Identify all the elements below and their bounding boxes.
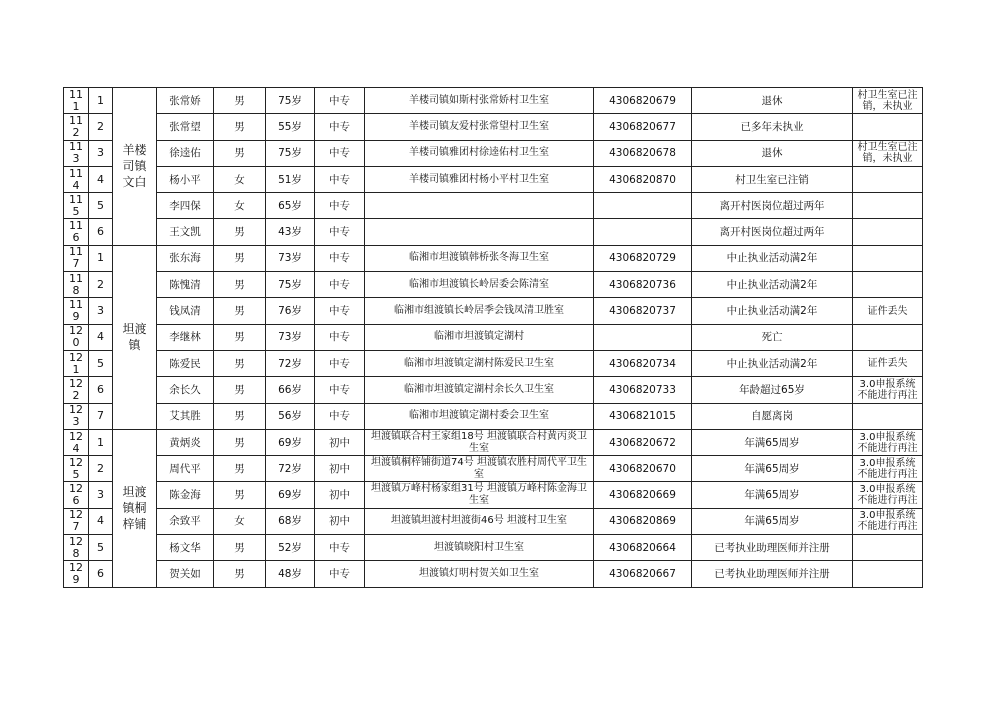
clinic-address-cell: 坦渡镇坦渡村坦渡街46号 坦渡村卫生室: [365, 508, 594, 534]
remark-cell: [853, 193, 923, 219]
certificate-number-cell: 4306820677: [594, 114, 692, 140]
row-number-cell: 113: [64, 140, 89, 166]
table-row: [64, 166, 923, 192]
education-cell: 中专: [315, 298, 365, 324]
age-cell: 56岁: [266, 403, 315, 429]
gender-cell: 女: [214, 508, 266, 534]
deregistration-reason-cell: 年龄超过65岁: [692, 377, 853, 403]
clinic-address-cell: 羊楼司镇雅团村杨小平村卫生室: [365, 166, 594, 192]
education-cell: 中专: [315, 324, 365, 350]
remark-cell: [853, 219, 923, 245]
group-index-cell: 6: [89, 377, 113, 403]
name-cell: 周代平: [157, 456, 214, 482]
clinic-address-cell: 坦渡镇万峰村杨家组31号 坦渡镇万峰村陈金海卫生室: [365, 482, 594, 508]
gender-cell: 男: [214, 324, 266, 350]
certificate-number-cell: 4306820679: [594, 88, 692, 114]
age-cell: 66岁: [266, 377, 315, 403]
row-number-cell: 120: [64, 324, 89, 350]
age-cell: 75岁: [266, 272, 315, 298]
education-cell: 中专: [315, 561, 365, 587]
clinic-address-cell: 坦渡镇灯明村贺关如卫生室: [365, 561, 594, 587]
name-cell: 陈愧清: [157, 272, 214, 298]
deregistration-table: [63, 87, 923, 588]
clinic-address-cell: 羊楼司镇雅团村徐逵佑村卫生室: [365, 140, 594, 166]
table-row: [64, 429, 923, 455]
certificate-number-cell: 4306820733: [594, 377, 692, 403]
remark-cell: 证件丢失: [853, 350, 923, 376]
education-cell: 中专: [315, 193, 365, 219]
gender-cell: 男: [214, 219, 266, 245]
certificate-number-cell: 4306820737: [594, 298, 692, 324]
clinic-address-cell: 临湘市坦渡镇定湖村: [365, 324, 594, 350]
remark-cell: [853, 535, 923, 561]
row-number-cell: 123: [64, 403, 89, 429]
table-row: [64, 482, 923, 508]
group-index-cell: 2: [89, 456, 113, 482]
name-cell: 黄炳炎: [157, 429, 214, 455]
age-cell: 43岁: [266, 219, 315, 245]
group-index-cell: 3: [89, 482, 113, 508]
age-cell: 69岁: [266, 429, 315, 455]
row-number-cell: 129: [64, 561, 89, 587]
remark-cell: [853, 245, 923, 271]
unit-cell: 坦渡镇桐梓铺: [113, 429, 157, 587]
certificate-number-cell: 4306820672: [594, 429, 692, 455]
remark-cell: [853, 561, 923, 587]
group-index-cell: 2: [89, 114, 113, 140]
table-row: [64, 456, 923, 482]
name-cell: 王文凯: [157, 219, 214, 245]
deregistration-reason-cell: 中止执业活动满2年: [692, 298, 853, 324]
gender-cell: 男: [214, 272, 266, 298]
certificate-number-cell: [594, 324, 692, 350]
gender-cell: 男: [214, 456, 266, 482]
gender-cell: 男: [214, 561, 266, 587]
row-number-cell: 127: [64, 508, 89, 534]
certificate-number-cell: 4306820667: [594, 561, 692, 587]
deregistration-reason-cell: 中止执业活动满2年: [692, 350, 853, 376]
deregistration-reason-cell: 村卫生室已注销: [692, 166, 853, 192]
remark-cell: [853, 114, 923, 140]
deregistration-reason-cell: 已考执业助理医师并注册: [692, 535, 853, 561]
group-index-cell: 5: [89, 193, 113, 219]
name-cell: 张常娇: [157, 88, 214, 114]
group-index-cell: 5: [89, 350, 113, 376]
group-index-cell: 4: [89, 324, 113, 350]
table-row: [64, 193, 923, 219]
clinic-address-cell: 临湘市组渡镇长岭居季会钱凤清卫胜室: [365, 298, 594, 324]
deregistration-reason-cell: 已多年未执业: [692, 114, 853, 140]
group-index-cell: 5: [89, 535, 113, 561]
table-row: [64, 508, 923, 534]
table-row: [64, 88, 923, 114]
education-cell: 中专: [315, 535, 365, 561]
deregistration-reason-cell: 离开村医岗位超过两年: [692, 219, 853, 245]
name-cell: 贺关如: [157, 561, 214, 587]
age-cell: 51岁: [266, 166, 315, 192]
gender-cell: 男: [214, 140, 266, 166]
deregistration-reason-cell: 年满65周岁: [692, 456, 853, 482]
education-cell: 中专: [315, 272, 365, 298]
education-cell: 初中: [315, 456, 365, 482]
certificate-number-cell: 4306820664: [594, 535, 692, 561]
row-number-cell: 112: [64, 114, 89, 140]
age-cell: 65岁: [266, 193, 315, 219]
row-number-cell: 114: [64, 166, 89, 192]
gender-cell: 男: [214, 88, 266, 114]
gender-cell: 男: [214, 482, 266, 508]
row-number-cell: 118: [64, 272, 89, 298]
name-cell: 余长久: [157, 377, 214, 403]
certificate-number-cell: 4306820736: [594, 272, 692, 298]
name-cell: 钱凤清: [157, 298, 214, 324]
remark-cell: [853, 166, 923, 192]
table-row: [64, 140, 923, 166]
clinic-address-cell: 坦渡镇联合村王家组18号 坦渡镇联合村黄丙炎卫生室: [365, 429, 594, 455]
age-cell: 73岁: [266, 324, 315, 350]
education-cell: 中专: [315, 219, 365, 245]
age-cell: 52岁: [266, 535, 315, 561]
table-row: [64, 298, 923, 324]
clinic-address-cell: 临湘市坦渡镇定湖村委会卫生室: [365, 403, 594, 429]
name-cell: 徐逵佑: [157, 140, 214, 166]
certificate-number-cell: [594, 193, 692, 219]
certificate-number-cell: 4306820678: [594, 140, 692, 166]
deregistration-reason-cell: 年满65周岁: [692, 429, 853, 455]
clinic-address-cell: 临湘市坦渡镇韩桥张冬海卫生室: [365, 245, 594, 271]
name-cell: 张东海: [157, 245, 214, 271]
age-cell: 55岁: [266, 114, 315, 140]
row-number-cell: 111: [64, 88, 89, 114]
remark-cell: 3.0申报系统不能进行再注: [853, 482, 923, 508]
age-cell: 72岁: [266, 350, 315, 376]
remark-cell: 3.0申报系统不能进行再注: [853, 508, 923, 534]
deregistration-reason-cell: 中止执业活动满2年: [692, 245, 853, 271]
deregistration-reason-cell: 退休: [692, 140, 853, 166]
education-cell: 初中: [315, 482, 365, 508]
row-number-cell: 126: [64, 482, 89, 508]
certificate-number-cell: 4306820669: [594, 482, 692, 508]
deregistration-reason-cell: 年满65周岁: [692, 482, 853, 508]
remark-cell: 3.0申报系统不能进行再注: [853, 377, 923, 403]
unit-cell: 羊楼司镇文白: [113, 88, 157, 246]
name-cell: 李继林: [157, 324, 214, 350]
name-cell: 艾其胜: [157, 403, 214, 429]
gender-cell: 男: [214, 535, 266, 561]
gender-cell: 女: [214, 193, 266, 219]
name-cell: 陈爱民: [157, 350, 214, 376]
clinic-address-cell: 坦渡镇桐梓铺街道74号 坦渡镇农胜村周代平卫生室: [365, 456, 594, 482]
remark-cell: [853, 403, 923, 429]
deregistration-reason-cell: 已考执业助理医师并注册: [692, 561, 853, 587]
group-index-cell: 6: [89, 219, 113, 245]
row-number-cell: 122: [64, 377, 89, 403]
clinic-address-cell: 羊楼司镇友爱村张常望村卫生室: [365, 114, 594, 140]
gender-cell: 男: [214, 350, 266, 376]
table-body: [64, 88, 923, 588]
name-cell: 杨小平: [157, 166, 214, 192]
deregistration-reason-cell: 离开村医岗位超过两年: [692, 193, 853, 219]
clinic-address-cell: 临湘市坦渡镇定湖村陈爱民卫生室: [365, 350, 594, 376]
education-cell: 中专: [315, 140, 365, 166]
remark-cell: 证件丢失: [853, 298, 923, 324]
row-number-cell: 117: [64, 245, 89, 271]
clinic-address-cell: 羊楼司镇如斯村张常娇村卫生室: [365, 88, 594, 114]
name-cell: 张常望: [157, 114, 214, 140]
gender-cell: 男: [214, 114, 266, 140]
deregistration-reason-cell: 年满65周岁: [692, 508, 853, 534]
group-index-cell: 4: [89, 166, 113, 192]
row-number-cell: 115: [64, 193, 89, 219]
group-index-cell: 1: [89, 88, 113, 114]
education-cell: 中专: [315, 114, 365, 140]
certificate-number-cell: 4306820870: [594, 166, 692, 192]
certificate-number-cell: 4306820734: [594, 350, 692, 376]
age-cell: 69岁: [266, 482, 315, 508]
education-cell: 中专: [315, 403, 365, 429]
name-cell: 陈金海: [157, 482, 214, 508]
education-cell: 中专: [315, 166, 365, 192]
table-row: [64, 403, 923, 429]
name-cell: 余致平: [157, 508, 214, 534]
age-cell: 48岁: [266, 561, 315, 587]
gender-cell: 男: [214, 377, 266, 403]
deregistration-reason-cell: 自愿离岗: [692, 403, 853, 429]
group-index-cell: 6: [89, 561, 113, 587]
clinic-address-cell: 临湘市坦渡镇长岭居委会陈清室: [365, 272, 594, 298]
clinic-address-cell: 临湘市坦渡镇定湖村余长久卫生室: [365, 377, 594, 403]
table-row: [64, 114, 923, 140]
deregistration-reason-cell: 中止执业活动满2年: [692, 272, 853, 298]
row-number-cell: 128: [64, 535, 89, 561]
remark-cell: 村卫生室已注销，未执业: [853, 140, 923, 166]
education-cell: 中专: [315, 88, 365, 114]
table-row: [64, 272, 923, 298]
row-number-cell: 116: [64, 219, 89, 245]
clinic-address-cell: [365, 193, 594, 219]
certificate-number-cell: 4306821015: [594, 403, 692, 429]
age-cell: 73岁: [266, 245, 315, 271]
name-cell: 杨文华: [157, 535, 214, 561]
group-index-cell: 2: [89, 272, 113, 298]
gender-cell: 女: [214, 166, 266, 192]
education-cell: 初中: [315, 429, 365, 455]
remark-cell: [853, 324, 923, 350]
table-row: [64, 219, 923, 245]
age-cell: 75岁: [266, 88, 315, 114]
education-cell: 初中: [315, 508, 365, 534]
group-index-cell: 1: [89, 429, 113, 455]
age-cell: 68岁: [266, 508, 315, 534]
group-index-cell: 7: [89, 403, 113, 429]
group-index-cell: 4: [89, 508, 113, 534]
deregistration-reason-cell: 死亡: [692, 324, 853, 350]
clinic-address-cell: [365, 219, 594, 245]
unit-cell: 坦渡镇: [113, 245, 157, 429]
table-row: [64, 535, 923, 561]
deregistration-reason-cell: 退休: [692, 88, 853, 114]
clinic-address-cell: 坦渡镇晓阳村卫生室: [365, 535, 594, 561]
group-index-cell: 3: [89, 140, 113, 166]
group-index-cell: 1: [89, 245, 113, 271]
table-row: [64, 324, 923, 350]
name-cell: 李四保: [157, 193, 214, 219]
group-index-cell: 3: [89, 298, 113, 324]
row-number-cell: 124: [64, 429, 89, 455]
table-row: [64, 350, 923, 376]
education-cell: 中专: [315, 377, 365, 403]
row-number-cell: 121: [64, 350, 89, 376]
table-row: [64, 377, 923, 403]
table-row: [64, 245, 923, 271]
remark-cell: [853, 272, 923, 298]
gender-cell: 男: [214, 403, 266, 429]
remark-cell: 3.0申报系统不能进行再注: [853, 429, 923, 455]
certificate-number-cell: 4306820670: [594, 456, 692, 482]
education-cell: 中专: [315, 350, 365, 376]
age-cell: 72岁: [266, 456, 315, 482]
certificate-number-cell: 4306820729: [594, 245, 692, 271]
remark-cell: 村卫生室已注销，未执业: [853, 88, 923, 114]
remark-cell: 3.0申报系统不能进行再注: [853, 456, 923, 482]
education-cell: 中专: [315, 245, 365, 271]
gender-cell: 男: [214, 298, 266, 324]
gender-cell: 男: [214, 245, 266, 271]
certificate-number-cell: 4306820869: [594, 508, 692, 534]
table-row: [64, 561, 923, 587]
gender-cell: 男: [214, 429, 266, 455]
certificate-number-cell: [594, 219, 692, 245]
row-number-cell: 119: [64, 298, 89, 324]
row-number-cell: 125: [64, 456, 89, 482]
age-cell: 76岁: [266, 298, 315, 324]
age-cell: 75岁: [266, 140, 315, 166]
